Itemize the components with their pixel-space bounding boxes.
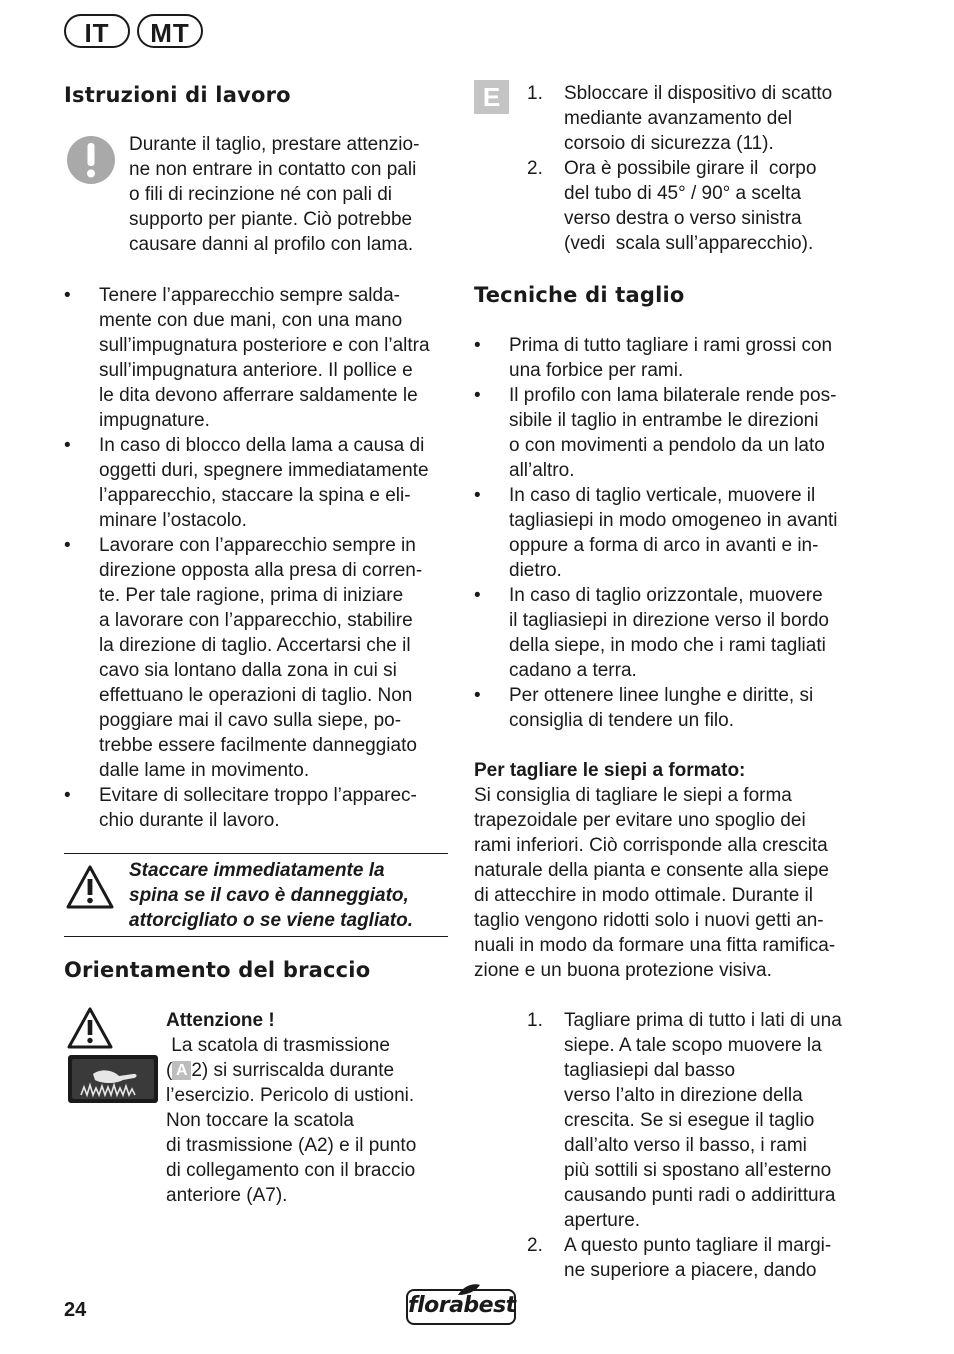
figure-badge-e: E: [474, 80, 509, 114]
leaf-icon: [456, 1279, 482, 1293]
list-item: • In caso di taglio verticale, muovere il tagliasiepi in modo omogeneo in avanti oppure a forma di arco in avanti e in- dietro.: [474, 485, 838, 581]
lang-badge-it: IT: [64, 14, 130, 48]
work-instructions-list: [64, 283, 454, 833]
list-item: 2. Ora è possibile girare il corpo del tubo di 45° / 90° a scelta verso destra o verso sinistra (vedi scala sull’apparecchio).: [527, 158, 817, 254]
section-title-tecniche: Tecniche di taglio: [474, 283, 685, 307]
cable-warning-text: Staccare immediatamente la spina se il cavo è danneggiato, attorcigliato o se viene tagliato.: [129, 860, 414, 931]
list-item: • Evitare di sollecitare troppo l’apparec- chio durante il lavoro.: [64, 785, 417, 831]
exclamation-icon: [66, 135, 116, 185]
orientation-steps: [527, 81, 867, 256]
warning-triangle-icon: [66, 1006, 114, 1050]
list-item: 2. A questo punto tagliare il margi- ne superiore a piacere, dando: [527, 1235, 832, 1281]
hot-surface-icon: [67, 1054, 159, 1104]
subheading: Per tagliare le siepi a formato:: [474, 760, 746, 781]
lang-badge-mt: MT: [137, 14, 203, 48]
page-number: 24: [64, 1299, 87, 1321]
list-item: • Tenere l’apparecchio sempre salda- mente con due mani, con una mano sull’impugnatura posteriore e con l’altra sull’impugnatura anteriore. Il pollice e le dita devono afferrare saldamente le impugnature.: [64, 285, 430, 431]
list-item: • In caso di taglio orizzontale, muovere il tagliasiepi in direzione verso il bordo della siepe, in modo che i rami tagliati cadano a terra.: [474, 585, 830, 681]
list-item: • Prima di tutto tagliare i rami grossi con una forbice per rami.: [474, 335, 833, 381]
section-title-orientamento: Orientamento del braccio: [64, 958, 371, 982]
divider: [64, 853, 448, 854]
attention-text: Attenzione ! La scatola di trasmissione ( A 2) si surriscalda durante l’esercizio. Pericolo di ustioni. Non toccare la scatola di trasmissione (A2) e il punto di collegamento con il braccio anteriore (A7).: [166, 1008, 456, 1208]
hedge-cutting-steps: [527, 1008, 877, 1283]
caution-text: Durante il taglio, prestare attenzio- ne non entrare in contatto con pali o fili di recinzione né con pali di supporto per piante. Ciò potrebbe causare danni al profilo con lama.: [129, 134, 420, 255]
list-item: 1. Tagliare prima di tutto i lati di una siepe. A tale scopo muovere la tagliasiepi dal basso verso l’alto in direzione della crescita. Se si esegue il taglio dall’alto verso il basso, i rami più sottili si spostano all’esterno causando punti radi o addirittura aperture.: [527, 1010, 842, 1231]
list-item: • Lavorare con l’apparecchio sempre in direzione opposta alla presa di corren- te. Per tale ragione, prima di iniziare a lavorare con l’apparecchio, stabilire la direzione di taglio. Accertarsi che il cavo sia lontano dalla zona in cui si effettuano le operazioni di taglio. Non poggiare mai il cavo sulla siepe, po- trebbe essere facilmente danneggiato dalle lame in movimento.: [64, 535, 423, 781]
warning-triangle-icon: [65, 864, 115, 910]
list-item: • Per ottenere linee lunghe e diritte, si consiglia di tendere un filo.: [474, 685, 814, 731]
florabest-logo: florabest: [406, 1289, 516, 1325]
section-title-istruzioni: Istruzioni di lavoro: [64, 83, 291, 107]
trapezoid-paragraph: Per tagliare le siepi a formato: Si consiglia di tagliare le siepi a forma trapezoidale per evitare uno spoglio dei rami inferiori. Ciò corrisponde alla crescita naturale della pianta e consente alla siepe di attecchire in modo ottimale. Durante il taglio vengono ridotti solo i nuovi getti an- nuali in modo da formare una fitta ramifica- zione e un buona protezione visiva.: [474, 758, 874, 983]
cutting-techniques-list: [474, 333, 864, 733]
list-item: • Il profilo con lama bilaterale rende pos- sibile il taglio in entrambe le direzioni o con movimenti a pendolo da un lato all’altro.: [474, 385, 837, 481]
attention-title: Attenzione !: [166, 1010, 275, 1031]
divider: [64, 936, 448, 937]
figure-badge-a: A: [172, 1061, 191, 1080]
list-item: • In caso di blocco della lama a causa di oggetti duri, spegnere immediatamente l’apparecchio, staccare la spina e eli- minare l’ostacolo.: [64, 435, 429, 531]
list-item: 1. Sbloccare il dispositivo di scatto mediante avanzamento del corsoio di sicurezza (11).: [527, 83, 833, 154]
